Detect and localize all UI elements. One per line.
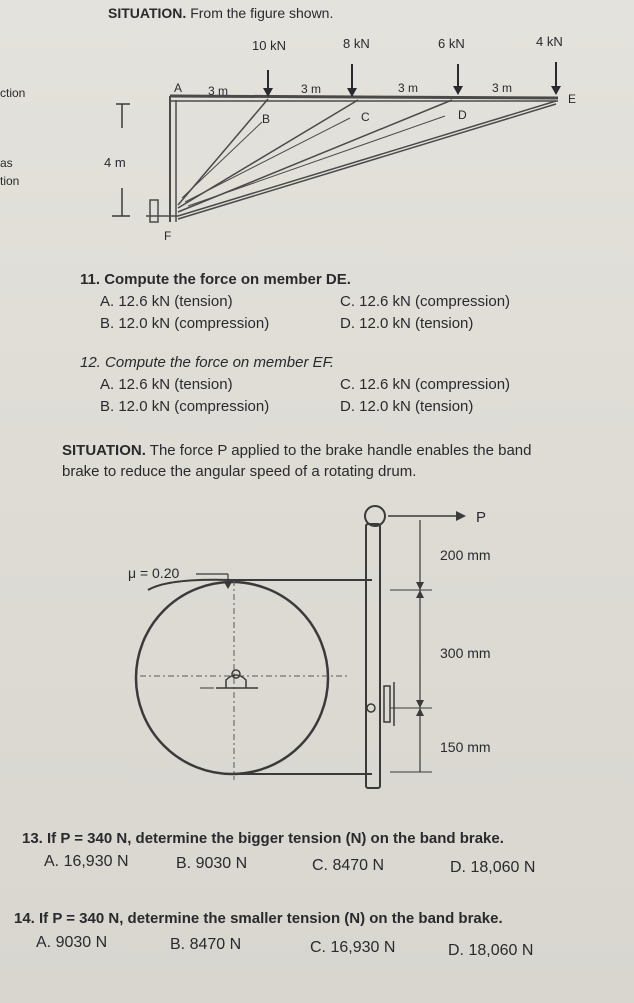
q12-option-b[interactable]: B. 12.0 kN (compression) — [100, 398, 270, 415]
node-label-c: C — [361, 110, 370, 124]
q11-option-c[interactable]: C. 12.6 kN (compression) — [340, 293, 511, 310]
q13-option-a[interactable]: A. 16,930 N — [44, 853, 129, 870]
margin-text-1: ction — [0, 86, 26, 100]
q14-option-d[interactable]: D. 18,060 N — [448, 942, 534, 959]
q13-option-d[interactable]: D. 18,060 N — [450, 859, 536, 876]
truss-diagram — [0, 0, 634, 260]
situation1-text: From the figure shown. — [190, 5, 334, 21]
q11-option-a[interactable]: A. 12.6 kN (tension) — [100, 293, 233, 310]
q13-option-b[interactable]: B. 9030 N — [176, 855, 248, 872]
span-label-4: 3 m — [492, 81, 513, 95]
node-label-d: D — [458, 108, 467, 122]
load-label-2: 8 kN — [343, 36, 370, 51]
q13-stem: 13. If P = 340 N, determine the bigger tension (N) on the band brake. — [22, 830, 504, 847]
q14-option-a[interactable]: A. 9030 N — [36, 934, 108, 951]
situation2-line1 — [62, 442, 531, 460]
situation2-heading: SITUATION. — [62, 442, 146, 459]
load-label-3: 6 kN — [438, 36, 465, 51]
margin-text-3: tion — [0, 174, 20, 188]
mu-label: μ = 0.20 — [128, 565, 180, 581]
load-label-4: 4 kN — [536, 34, 563, 49]
q12-stem: 12. Compute the force on member EF. — [80, 354, 335, 371]
height-label: 4 m — [104, 155, 126, 170]
dim-label-150: 150 mm — [440, 739, 491, 755]
node-label-a: A — [174, 81, 183, 95]
node-label-b: B — [262, 112, 271, 126]
situation2-line2: brake to reduce the angular speed of a rotating drum. — [62, 463, 417, 480]
span-label-2: 3 m — [301, 82, 322, 96]
force-label: P — [476, 509, 487, 526]
q13-option-c[interactable]: C. 8470 N — [312, 857, 385, 874]
q11-option-b[interactable]: B. 12.0 kN (compression) — [100, 315, 270, 332]
span-label-3: 3 m — [398, 81, 419, 95]
q12-option-c[interactable]: C. 12.6 kN (compression) — [340, 376, 511, 393]
node-label-e: E — [568, 92, 577, 106]
q14-option-c[interactable]: C. 16,930 N — [310, 939, 396, 956]
situation2-text1: The force P applied to the brake handle enables the band — [149, 442, 532, 459]
margin-text-2: as — [0, 156, 13, 170]
dim-label-300: 300 mm — [440, 645, 491, 661]
q12-option-a[interactable]: A. 12.6 kN (tension) — [100, 376, 233, 393]
q14-stem: 14. If P = 340 N, determine the smaller tension (N) on the band brake. — [14, 910, 503, 927]
span-label-1: 3 m — [208, 84, 229, 98]
q12-option-d[interactable]: D. 12.0 kN (tension) — [340, 398, 474, 415]
q11-option-d[interactable]: D. 12.0 kN (tension) — [340, 315, 474, 332]
situation1-heading: SITUATION. — [108, 5, 187, 21]
node-label-f: F — [164, 229, 172, 243]
load-label-1: 10 kN — [252, 38, 286, 53]
band-brake-diagram — [0, 490, 634, 810]
q11-stem: 11. Compute the force on member DE. — [80, 271, 351, 288]
dim-label-200: 200 mm — [440, 547, 491, 563]
q14-option-b[interactable]: B. 8470 N — [170, 936, 242, 953]
